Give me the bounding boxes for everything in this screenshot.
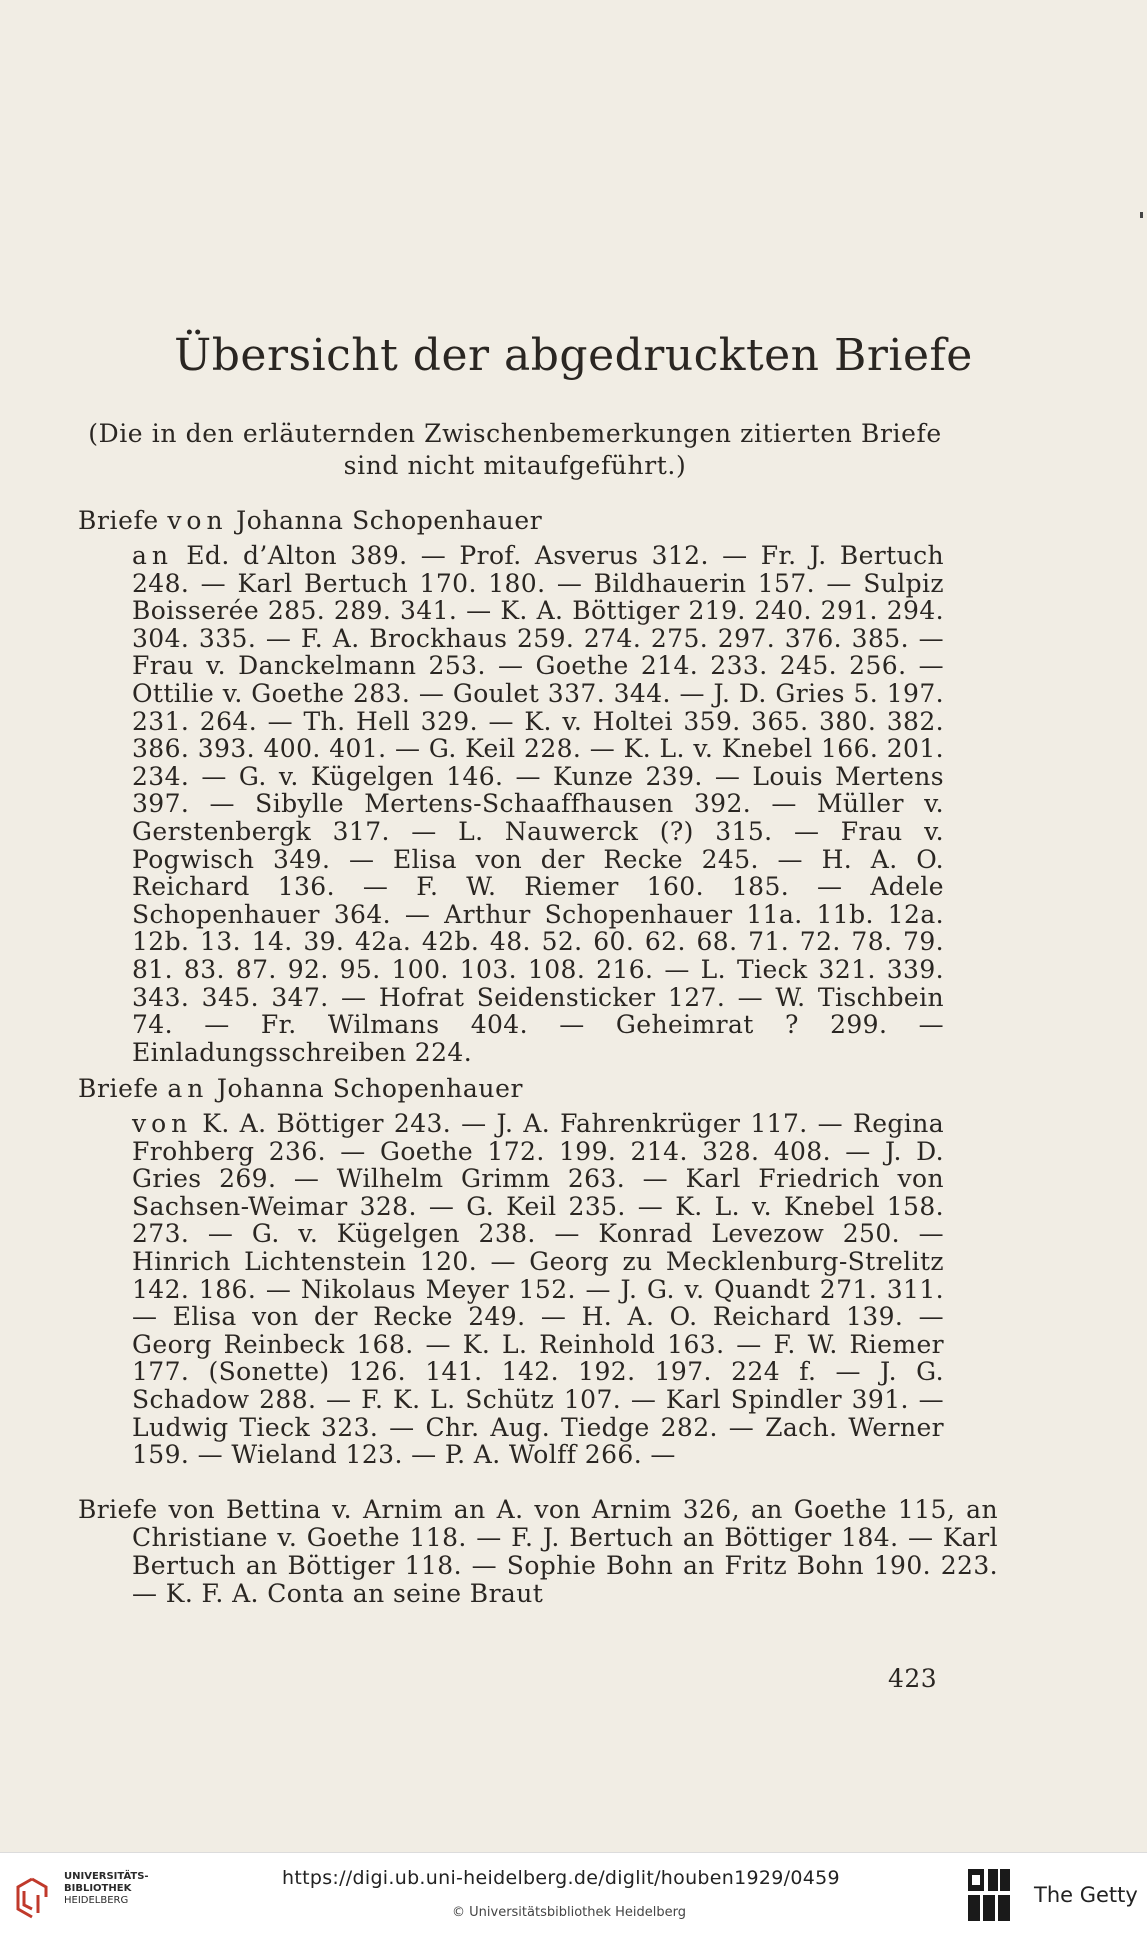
page-title: Übersicht der abgedruckten Briefe: [174, 330, 973, 381]
heading-suffix: Johanna Schopenhauer: [227, 506, 543, 535]
subtitle-note: (Die in den erläuternden Zwischenbemerkungen zitierten Briefe sind nicht mitaufgeführt.): [88, 419, 942, 480]
copyright-notice: © Universitätsbibliothek Heidelberg: [452, 1905, 687, 1920]
list-entries: K. A. Böttiger 243. — J. A. Fahrenkrüger 117. — Regina Frohberg 236. — Goethe 172. 199. 214. 328. 408. — J. D. Gries 269. — Wilhelm Grimm 263. — Karl Friedrich von Sachsen-Weimar 328. — G. Keil 235. — K. L. v. Knebel 158. 273. — G. v. Kügelgen 238. — Konrad Levezow 250. — Hinrich Lichtenstein 120. — Georg zu Mecklenburg-Strelitz 142. 186. — Nikolaus Meyer 152. — J. G. v. Quandt 271. 311. — Elisa von der Recke 249. — H. A. O. Reichard 139. — Georg Reinbeck 168. — K. L. Reinhold 163. — F. W. Riemer 177. (Sonette) 126. 141. 142. 192. 197. 224 f. — J. G. Schadow 288. — F. K. L. Schütz 107. — Karl Spindler 391. — Ludwig Tieck 323. — Chr. Aug. Tiedge 282. — Zach. Werner 159. — Wieland 123. — P. A. Wolff 266. —: [132, 1109, 944, 1470]
library-name-line: BIBLIOTHEK: [64, 1883, 132, 1894]
section-heading-letters-from: [78, 506, 542, 535]
library-name: [64, 1871, 149, 1907]
page-number: 423: [888, 1664, 938, 1693]
getty-logo-icon: [966, 1867, 1012, 1923]
library-name-line: UNIVERSITÄTS-: [64, 1871, 149, 1882]
university-library-logo-icon: [12, 1875, 52, 1921]
heading-suffix: Johanna Schopenhauer: [208, 1074, 524, 1103]
letters-to-list: [132, 1110, 944, 1469]
heading-prefix: Briefe: [78, 506, 168, 535]
section-heading-letters-to: [78, 1074, 523, 1103]
letters-from-list: [132, 542, 944, 1066]
heading-prefix: Briefe: [78, 1074, 168, 1103]
list-lead-word: von: [132, 1109, 193, 1138]
list-entries: Ed. d’Alton 389. — Prof. Asverus 312. — Fr. J. Bertuch 248. — Karl Bertuch 170. 180. — Bildhauerin 157. — Sulpiz Boisserée 285. 289. 341. — K. A. Böttiger 219. 240. 291. 294. 304. 335. — F. A. Brockhaus 259. 274. 275. 297. 376. 385. — Frau v. Danckelmann 253. — Goethe 214. 233. 245. 256. — Ottilie v. Goethe 283. — Goulet 337. 344. — J. D. Gries 5. 197. 231. 264. — Th. Hell 329. — K. v. Holtei 359. 365. 380. 382. 386. 393. 400. 401. — G. Keil 228. — K. L. v. Knebel 166. 201. 234. — G. v. Kügelgen 146. — Kunze 239. — Louis Mertens 397. — Sibylle Mertens-Schaaffhausen 392. — Müller v. Gerstenbergk 317. — L. Nauwerck (?) 315. — Frau v. Pogwisch 349. — Elisa von der Recke 245. — H. A. O. Reichard 136. — F. W. Riemer 160. 185. — Adele Schopenhauer 364. — Arthur Schopenhauer 11a. 11b. 12a. 12b. 13. 14. 39. 42a. 42b. 48. 52. 60. 62. 68. 71. 72. 78. 79. 81. 83. 87. 92. 95. 100. 103. 108. 216. — L. Tieck 321. 339. 343. 345. 347. — Hofrat Seidensticker 127. — W. Tischbein 74. — Fr. Wilmans 404. — Geheimrat ? 299. — Einladungsschreiben 224.: [132, 541, 944, 1067]
heading-emphasis: an: [167, 1074, 209, 1103]
list-lead-word: an: [132, 541, 174, 570]
heading-emphasis: von: [167, 506, 228, 535]
partner-name: The Getty: [1034, 1883, 1138, 1907]
library-name-line: HEIDELBERG: [64, 1895, 129, 1906]
other-letters-list: Briefe von Bettina v. Arnim an A. von Arnim 326, an Goethe 115, an Christiane v. Goethe 118. — F. J. Bertuch an Böttiger 184. — Karl Bertuch an Böttiger 118. — Sophie Bohn an Fritz Bohn 190. 223. — K. F. A. Conta an seine Braut: [78, 1495, 998, 1608]
permalink-url[interactable]: https://digi.ub.uni-heidelberg.de/diglit/houben1929/0459: [282, 1867, 840, 1889]
scan-edge-mark: [1140, 212, 1143, 218]
footer-bar: [0, 1852, 1147, 1934]
